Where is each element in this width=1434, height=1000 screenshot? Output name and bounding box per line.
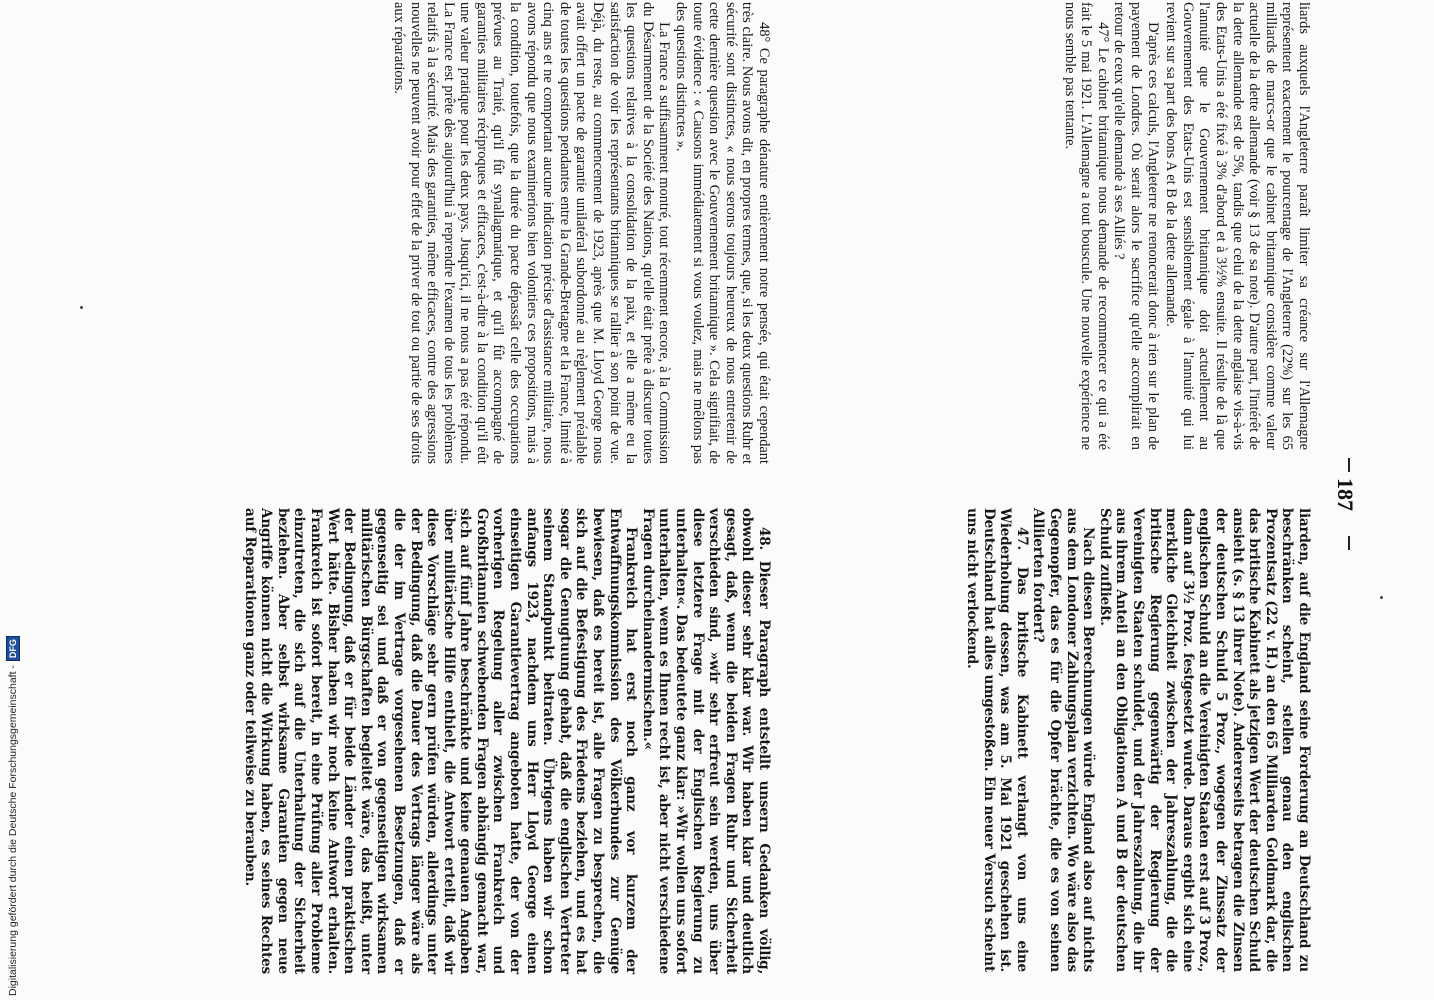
text-block-right-fr: [1061, 2, 1312, 450]
text-block-right-de: [964, 508, 1312, 972]
paragraph: liarden, auf die England seine Forderung an Deutschland zu beschränken scheint, stellen genau den englischen Prozentsatz (22 v. H.) an den 65 Milliarden Goldmark dar, die das britische Kabinett als jetzigen Wert der deutschen Schuld ansieht (s. § 13 ihrer Note). Andererseits betragen die Zinsen der deutschen Schuld 5 Proz., wogegen der Zinssatz der englischen Schuld an die Vereinigten Staaten erst auf 3 Proz., dann auf 3½ Proz. festgesetzt wurde. Daraus ergibt sich eine merkliche Gleichheit zwischen der Jahreszahlung, die die britische Regierung gegenwärtig der Regierung der Vereinigten Staaten schuldet, und der Jahreszahlung, die ihr aus ihrem Anteil an den Obligationen A und B der deutschen Schuld zufließt.: [1096, 508, 1312, 972]
paragraph: 47° Le cabinet britannique nous demande de recommencer ce qui a été fait le 5 mai 1921. L'Allemagne a tout bouscule. Une nouvelle expérience ne nous semble pas tentante.: [1061, 2, 1111, 450]
scan-speck: [1380, 596, 1383, 599]
paragraph: 48. Dieser Paragraph entstellt unsern Gedanken völlig, obwohl dieser sehr klar war. Wir haben klar und deutlich gesagt, daß, wenn die beiden Fragen Ruhr und Sicherheit verschieden sind, »wir sehr erfreut sein werden, uns über diese letztere Frage mit der Englischen Regierung zu unterhalten«. Das bedeutete ganz klar: »Wir wollen uns sofort unterhalten, wenn es Ihnen recht ist, aber nicht verschiedene Fragen durcheinandermischen.«: [639, 508, 772, 974]
header-dash-left: [1348, 458, 1350, 472]
scan-speck: [80, 306, 83, 309]
dfg-logo: DFG: [6, 636, 20, 661]
header-dash-right: [1348, 536, 1350, 550]
paragraph: Nach diesen Berechnungen würde England also auf nichts aus dem Londoner Zahlungsplan verzichten. Wo wäre also das Gegenopfer, das es für die Opfer brächte, die es von seinen Alliierten fordert?: [1030, 508, 1097, 972]
paragraph: D'après ces calculs, l'Angleterre ne renoncerait donc à rien sur le plan de payement de Londres. Où serait alors le sacrifice qu'elle accomplirait en retour de ceux qu'elle demande à ses Alliés ?: [1111, 2, 1161, 450]
paragraph: Frankreich hat erst noch ganz vor kurzem der Entwaffnungskommission des Völkerbundes zur Genüge bewiesen, daß es bereit ist, alle Fragen zu besprechen, die sich auf die Befestigung des Friedens beziehen, und es hat sogar die Genugtuung gehabt, daß die englischen Vertreter seinem Standpunkt beitraten. Übrigens haben wir schon anfangs 1923, nachdem uns Herr Lloyd George einen einseitigen Garantievertrag angeboten hatte, der von der vorherigen Regelung aller zwischen Frankreich und Großbritannien schwebenden Fragen abhängig gemacht war, sich auf fünf Jahre beschränkte und keine genauen Angaben über militärische Hilfe enthielt, die Antwort erteilt, daß wir diese Vorschläge sehr gern prüfen würden, allerdings unter der Bedingung, daß die Dauer des Vertrags länger wäre als die der im Vertrage vorgesehenen Besetzungen, daß er gegenseitig sei und daß er von gegenseitigen wirksamen militärischen Bürgschaften begleitet wäre, das heißt, unter der Bedingung, daß er für beide Länder einen praktischen Wert hätte. Bisher haben wir noch keine Antwort erhalten. Frankreich ist sofort bereit, in eine Prüfung aller Probleme einzutreten, die sich auf die Unterhaltung der Sicherheit beziehen. Aber selbst wirksame Garantien gegen neue Angriffe können nicht die Wirkung haben, es seines Rechtes auf Reparationen ganz oder teilweise zu berauben.: [241, 508, 640, 974]
text-block-left-de: [241, 508, 772, 974]
digitization-footer: [6, 636, 20, 996]
paragraph: 47. Das britische Kabinett verlangt von uns eine Wiederholung dessen, was am 5. Mai 1921 geschehen ist. Deutschland hat alles umgestoßen. Ein neuer Versuch scheint uns nicht verlockend.: [964, 508, 1030, 972]
page-number: 187: [1333, 478, 1358, 511]
paragraph: liards auxquels l'Angleterre paraît limiter sa créance sur l'Allemagne représentent exactement le pourcentage de l'Angleterre (22%) sur les 65 milliards de marcs-or que le cabinet britannique considère comme valeur actuelle de la dette allemande (voir § 13 de sa note). D'autre part, l'intérêt de la dette allemande est de 5%, tandis que celui de la dette anglaise vis-à-vis des Etats-Unis a été fixé à 3% d'abord et à 3½% ensuite. Il résulte de là que l'annuité que le Gouvernement britannique doit actuellement au Gouvernement des Etats-Unis est sensiblement égale à l'annuité qui lui revient sur sa part des bons A et B de la dette allemande.: [1163, 2, 1312, 450]
footer-text: Digitalisierung gefördert durch die Deutsche Forschungsgemeinschaft -: [7, 665, 19, 996]
paragraph: 48° Ce paragraphe dénature entièrement notre pensée, qui était cependant très claire. Nous avons dit, en propres termes, que, si les deux questions Ruhr et sécurité sont distinctes, « nous serons toujours heureux de nous entretenir de cette dernière question avec le Gouvernement britannique ». Cela signifiait, de toute évidence : « Causons immédiatement si vous voulez, mais ne mêlons pas des questions distinctes ».: [673, 2, 772, 464]
paragraph: La France a suffisamment montré, tout récemment encore, à la Commission du Désarmement de la Société des Nations, qu'elle était prête à discuter toutes les questions relatives à la consolidation de la paix, et elle a même eu la satisfaction de voir les représentants britanniques se rallier à son point de vue. Déjà, du reste, au commencement de 1923, après que M. Lloyd George nous avait offert un pacte de garantie unilatéral subordonné au règlement préalable de toutes les questions pendantes entre la Grande-Bretagne et la France, limité à cinq ans et ne comportant aucune indication précise d'assistance militaire, nous avons répondu que nous examinerions bien volontiers ces propositions, mais à la condition, toutefois, que la durée du pacte dépassât celle des occupations prévues au Traité, qu'il fût synallagmatique, et qu'il fût accompagné de garanties militaires réciproques et efficaces, c'est-à-dire à la condition qu'il eût une valeur pratique pour les deux pays. Jusqu'ici, il ne nous a pas été répondu. La France est prête dès aujourd'hui à reprendre l'examen de tous les problèmes relatifs à la sécurité. Mais des garanties, même efficaces, contre des agressions nouvelles ne peuvent avoir pour effet de la priver de tout ou partie de ses droits aux réparations.: [390, 2, 673, 464]
text-block-left-fr: [390, 2, 772, 464]
